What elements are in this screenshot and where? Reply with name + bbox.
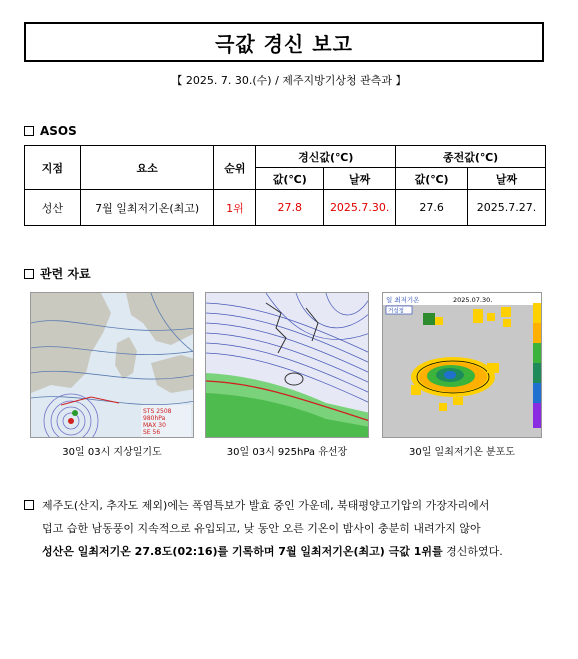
summary-line-3-bold: 성산은 일최저기온 27.8도(02:16)를 기록하며 7월 일최저기온(최고) 극값 1위를 [42,545,443,558]
summary-line-1: 제주도(산지, 추자도 제외)에는 폭염특보가 발효 중인 가운데, 북태평양고기압의 가장자리에서 [42,499,490,512]
checkbox-icon [24,500,34,510]
col-rank: 순위 [214,146,256,190]
min-temp-map-box-label: 거성정 [388,308,404,315]
col-element: 요소 [80,146,214,190]
col-new-date: 날짜 [324,168,396,190]
min-temp-map-caption: 30일 일최저기온 분포도 [408,447,516,458]
streamline-chart-graphic [206,293,369,438]
col-new-group: 경신값(℃) [256,146,396,168]
checkbox-icon [24,269,34,279]
col-new-value: 값(℃) [256,168,324,190]
col-prev-group: 종전값(℃) [396,146,546,168]
surface-chart-text: SE 56 [143,429,161,436]
min-temp-map-label: 일 최저기온 [386,296,420,304]
summary-line-3-rest: 경신하였다. [442,545,503,558]
streamline-chart-image [205,292,369,438]
related-section-heading [24,265,91,282]
summary-line-2: 덥고 습한 남동풍이 지속적으로 유입되고, 낮 동안 오른 기온이 밤사이 충분히 내려가지 않아 [42,522,481,535]
surface-chart-graphic [31,293,194,438]
col-station: 지점 [25,146,81,190]
col-prev-value: 값(℃) [396,168,468,190]
summary-line [24,540,554,563]
related-label: 관련 자료 [40,267,91,281]
surface-chart-caption: 30일 03시 지상일기도 [62,447,162,458]
asos-section-heading [24,124,77,138]
min-temp-map-date: 2025.07.30. [453,296,493,304]
asos-table [24,145,546,226]
cell-station: 성산 [25,190,81,226]
cell-prev-date: 2025.7.27. [468,190,546,226]
min-temp-map-image [382,292,542,438]
cell-new-value: 27.8 [256,190,324,226]
col-prev-date: 날짜 [468,168,546,190]
surface-chart-text: 980hPa [143,415,166,422]
asos-label: ASOS [40,124,77,138]
summary-line [24,494,554,517]
cell-new-date: 2025.7.30. [324,190,396,226]
summary-paragraph [24,494,554,563]
cell-rank: 1위 [214,190,256,226]
surface-chart-text: MAX 30 [143,422,166,429]
cell-element: 7월 일최저기온(최고) [80,190,214,226]
surface-chart-text: STS 2508 [143,408,172,415]
surface-chart-image [30,292,194,438]
report-subtitle: 【 2025. 7. 30.(수) / 제주지방기상청 관측과 】 [171,74,407,87]
report-title: 극값 경신 보고 [215,31,353,56]
streamline-chart-caption: 30일 03시 925hPa 유선장 [226,447,348,458]
min-temp-map-graphic [383,293,542,438]
summary-line [24,517,554,540]
cell-prev-value: 27.6 [396,190,468,226]
checkbox-icon [24,126,34,136]
table-row [25,190,546,226]
report-title-box [24,22,544,62]
